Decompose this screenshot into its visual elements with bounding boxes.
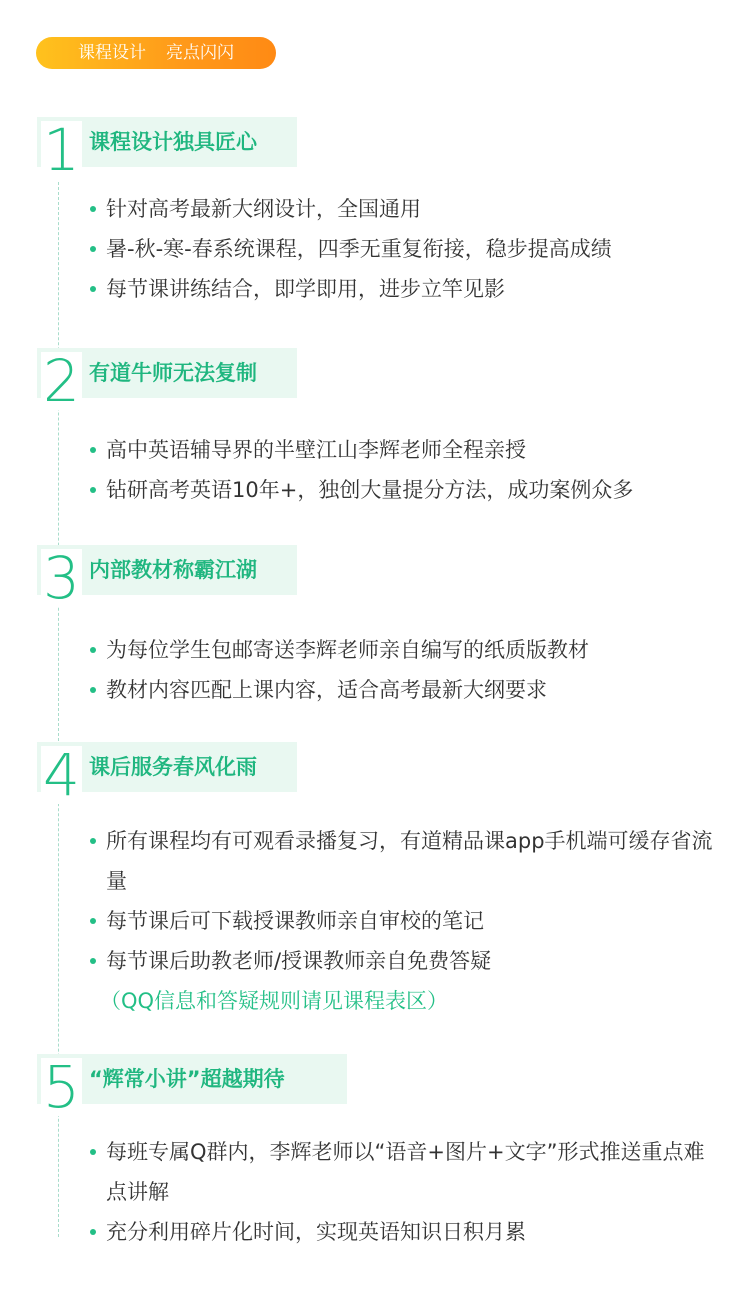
section-2-header xyxy=(37,347,297,415)
section-3-list xyxy=(90,630,720,710)
list-item: 教材内容匹配上课内容，适合高考最新大纲要求 xyxy=(90,670,720,710)
section-5-list xyxy=(90,1132,720,1252)
list-item: 每节课讲练结合，即学即用，进步立竿见影 xyxy=(90,269,720,309)
section-4-list xyxy=(90,821,720,981)
list-item: 每班专属Q群内，李辉老师以“语音+图片+文字”形式推送重点难点讲解 xyxy=(90,1132,720,1212)
section-4-number: 4 xyxy=(43,741,80,809)
list-item: 暑-秋-寒-春系统课程，四季无重复衔接，稳步提高成绩 xyxy=(90,229,720,269)
section-5-number: 5 xyxy=(43,1053,80,1121)
section-1-number: 1 xyxy=(43,116,80,184)
section-3-number: 3 xyxy=(43,544,80,612)
section-4-title: 课后服务春风化雨 xyxy=(89,755,257,779)
section-2-number: 2 xyxy=(43,347,80,415)
list-item: 高中英语辅导界的半壁江山李辉老师全程亲授 xyxy=(90,430,720,470)
section-2-list xyxy=(90,430,720,510)
section-3-title: 内部教材称霸江湖 xyxy=(89,558,257,582)
tag-left-label: 课程设计 xyxy=(78,43,146,63)
section-1-list xyxy=(90,189,720,309)
list-item: 所有课程均有可观看录播复习，有道精品课app手机端可缓存省流量 xyxy=(90,821,720,901)
section-5-header xyxy=(37,1053,347,1121)
list-item: 充分利用碎片化时间，实现英语知识日积月累 xyxy=(90,1212,720,1252)
section-2-title: 有道牛师无法复制 xyxy=(89,361,257,385)
list-item: 每节课后可下载授课教师亲自审校的笔记 xyxy=(90,901,720,941)
list-item: 钻研高考英语10年+，独创大量提分方法，成功案例众多 xyxy=(90,470,720,510)
section-1-header xyxy=(37,116,297,184)
section-3-header xyxy=(37,544,297,612)
section-tag-pill xyxy=(36,37,276,69)
section-1-title: 课程设计独具匠心 xyxy=(89,130,257,154)
list-item: 每节课后助教老师/授课教师亲自免费答疑 xyxy=(90,941,720,981)
tag-right-label: 亮点闪闪 xyxy=(166,43,234,63)
section-4-header xyxy=(37,741,297,809)
list-item: 为每位学生包邮寄送李辉老师亲自编写的纸质版教材 xyxy=(90,630,720,670)
section-5-title: “辉常小讲”超越期待 xyxy=(89,1067,285,1091)
qq-info-note: （QQ信息和答疑规则请见课程表区） xyxy=(100,989,449,1013)
list-item: 针对高考最新大纲设计，全国通用 xyxy=(90,189,720,229)
